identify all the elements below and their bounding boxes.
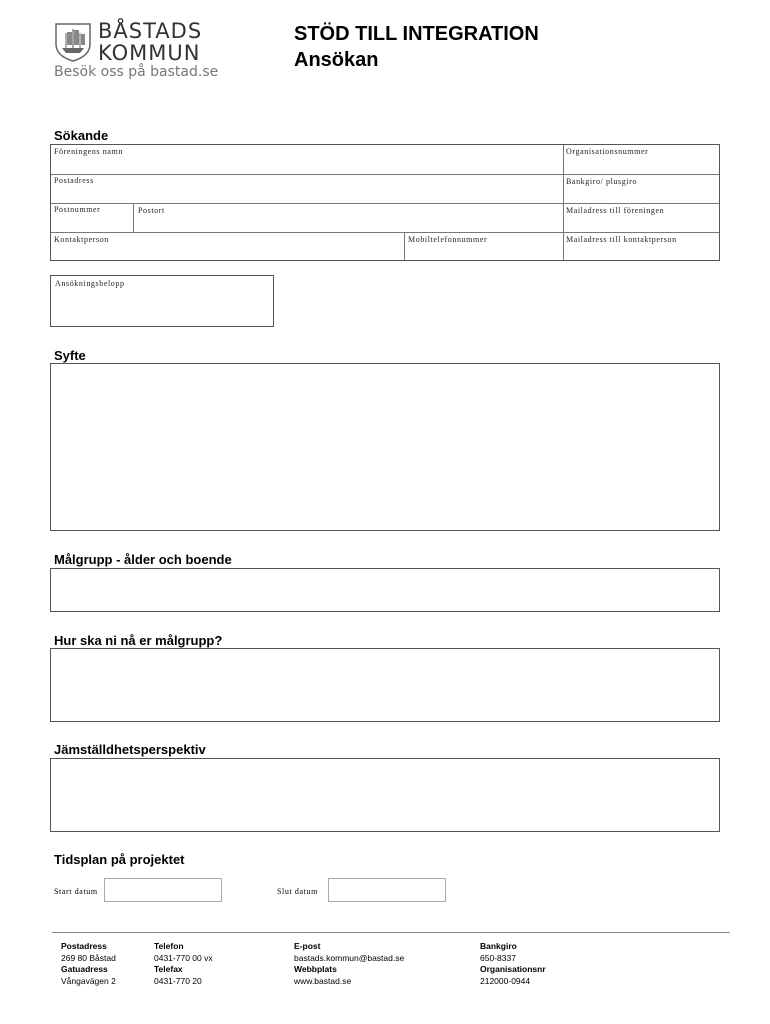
na-malgrupp-textarea[interactable] [50,648,720,722]
applicant-fields-grid [50,144,720,261]
footer-heading: Telefax [154,964,183,974]
footer-heading: Organisationsnr [480,964,546,974]
field-forening-namn[interactable]: Föreningens namn [54,147,123,156]
field-organisationsnummer[interactable]: Organisationsnummer [566,147,649,156]
belopp-label: Ansökningsbelopp [55,279,125,288]
logo-text-line2: KOMMUN [98,41,201,65]
logo-text-line1: BÅSTADS [98,19,203,43]
footer-divider [52,932,730,933]
section-heading-tidsplan: Tidsplan på projektet [54,852,185,867]
field-kontaktperson[interactable]: Kontaktperson [54,235,109,244]
footer-website[interactable]: www.bastad.se [294,975,352,986]
footer-value: 0431-770 20 [154,975,202,986]
footer-value: Vångavägen 2 [61,975,116,986]
start-date-label: Start datum [54,887,98,896]
section-heading-jamstalldhet: Jämställdhetsperspektiv [54,742,206,757]
footer-col-bankgiro [480,941,546,987]
ship-logo-icon [52,20,94,62]
syfte-textarea[interactable] [50,363,720,531]
footer-heading: Bankgiro [480,941,517,951]
field-postnummer[interactable]: Postnummer [54,205,101,214]
section-heading-sokande: Sökande [54,128,109,143]
field-postort[interactable]: Postort [138,206,165,215]
end-date-label: Slut datum [277,887,318,896]
page-title: STÖD TILL INTEGRATION [294,23,539,45]
field-bankgiro[interactable]: Bankgiro/ plusgiro [566,177,638,186]
section-heading-syfte: Syfte [54,348,86,363]
logo-tagline: Besök oss på bastad.se [54,64,219,80]
start-date-input[interactable] [104,878,222,902]
footer-heading: Webbplats [294,964,337,974]
footer-col-epost [294,941,404,987]
jamstalldhet-textarea[interactable] [50,758,720,832]
footer-col-postadress [61,941,116,987]
footer-col-telefon [154,941,213,987]
footer-value: 0431-770 00 vx [154,952,213,963]
field-mail-kontakt[interactable]: Mailadress till kontaktperson [566,235,677,244]
malgrupp-textarea[interactable] [50,568,720,612]
footer-heading: Telefon [154,941,184,951]
section-heading-malgrupp: Målgrupp - ålder och boende [54,552,232,567]
end-date-input[interactable] [328,878,446,902]
field-postadress[interactable]: Postadress [54,176,94,185]
section-heading-na-malgrupp: Hur ska ni nå er målgrupp? [54,633,223,648]
page-subtitle: Ansökan [294,49,379,71]
footer-heading: Gatuadress [61,964,108,974]
footer-heading: Postadress [61,941,107,951]
belopp-field[interactable] [50,275,274,327]
footer-value: 269 80 Båstad [61,952,116,963]
footer-heading: E-post [294,941,321,951]
field-mail-forening[interactable]: Mailadress till föreningen [566,206,665,215]
footer-value: 212000-0944 [480,975,531,986]
field-mobiltelefon[interactable]: Mobiltelefonnummer [408,235,488,244]
footer-value: 650-8337 [480,952,516,963]
footer-email[interactable]: bastads.kommun@bastad.se [294,952,405,963]
